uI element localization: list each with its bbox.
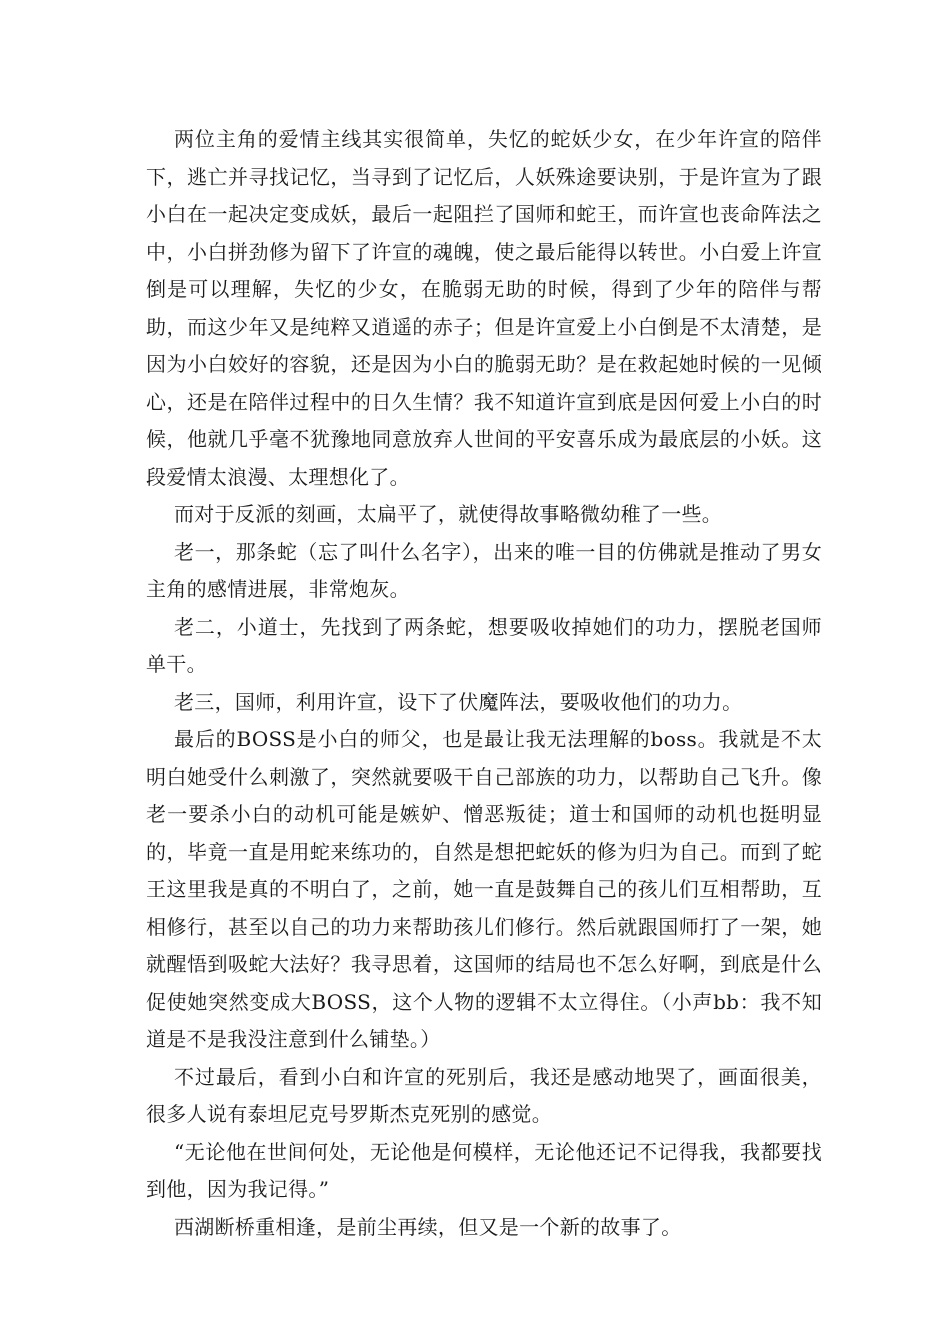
article-body	[146, 121, 822, 1246]
paragraph-closing: 西湖断桥重相逢，是前尘再续，但又是一个新的故事了。	[174, 1214, 682, 1239]
paragraph-ending: 不过最后，看到小白和许宣的死别后，我还是感动地哭了，画面很美，很多人说有泰坦尼克号罗斯杰克死别的感觉。	[146, 1064, 822, 1126]
paragraph-villains-intro: 而对于反派的刻画，太扁平了，就使得故事略微幼稚了一些。	[174, 502, 723, 526]
paragraph-love-story: 两位主角的爱情主线其实很简单，失忆的蛇妖少女，在少年许宣的陪伴下，逃亡并寻找记忆，当寻到了记忆后，人妖殊途要诀别，于是许宣为了跟小白在一起决定变成妖，最后一起阻拦了国师和蛇王，而许宣也丧命阵法之中，小白拼劲修为留下了许宣的魂魄，使之最后能得以转世。小白爱上许宣倒是可以理解，失忆的少女，在脆弱无助的时候，得到了少年的陪伴与帮助，而这少年又是纯粹又逍遥的赤子；但是许宣爱上小白倒是不太清楚，是因为小白姣好的容貌，还是因为小白的脆弱无助？是在救起她时候的一见倾心，还是在陪伴过程中的日久生情？我不知道许宣到底是因何爱上小白的时候，他就几乎毫不犹豫地同意放弃人世间的平安喜乐成为最底层的小妖。这段爱情太浪漫、太理想化了。	[146, 127, 822, 489]
paragraph-villain-two: 老二，小道士，先找到了两条蛇，想要吸收掉她们的功力，摆脱老国师单干。	[146, 614, 822, 676]
paragraph-final-boss: 最后的BOSS是小白的师父，也是最让我无法理解的boss。我就是不太明白她受什么刺激了，突然就要吸干自己部族的功力，以帮助自己飞升。像老一要杀小白的动机可能是嫉妒、憎恶叛徒；道士和国师的动机也挺明显的，毕竟一直是用蛇来练功的，自然是想把蛇妖的修为归为自己。而到了蛇王这里我是真的不明白了，之前，她一直是鼓舞自己的孩儿们互相帮助，互相修行，甚至以自己的功力来帮助孩儿们修行。然后就跟国师打了一架，她就醒悟到吸蛇大法好？我寻思着，这国师的结局也不怎么好啊，到底是什么促使她突然变成大BOSS，这个人物的逻辑不太立得住。（小声bb：我不知道是不是我没注意到什么铺垫。）	[146, 727, 822, 1051]
paragraph-villain-three: 老三，国师，利用许宣，设下了伏魔阵法，要吸收他们的功力。	[174, 689, 743, 714]
paragraph-quote: “无论他在世间何处，无论他是何模样，无论他还记不记得我，我都要找到他，因为我记得。”	[146, 1139, 822, 1201]
paragraph-villain-one: 老一，那条蛇（忘了叫什么名字），出来的唯一目的仿佛就是推动了男女主角的感情进展，非常炮灰。	[146, 539, 822, 601]
